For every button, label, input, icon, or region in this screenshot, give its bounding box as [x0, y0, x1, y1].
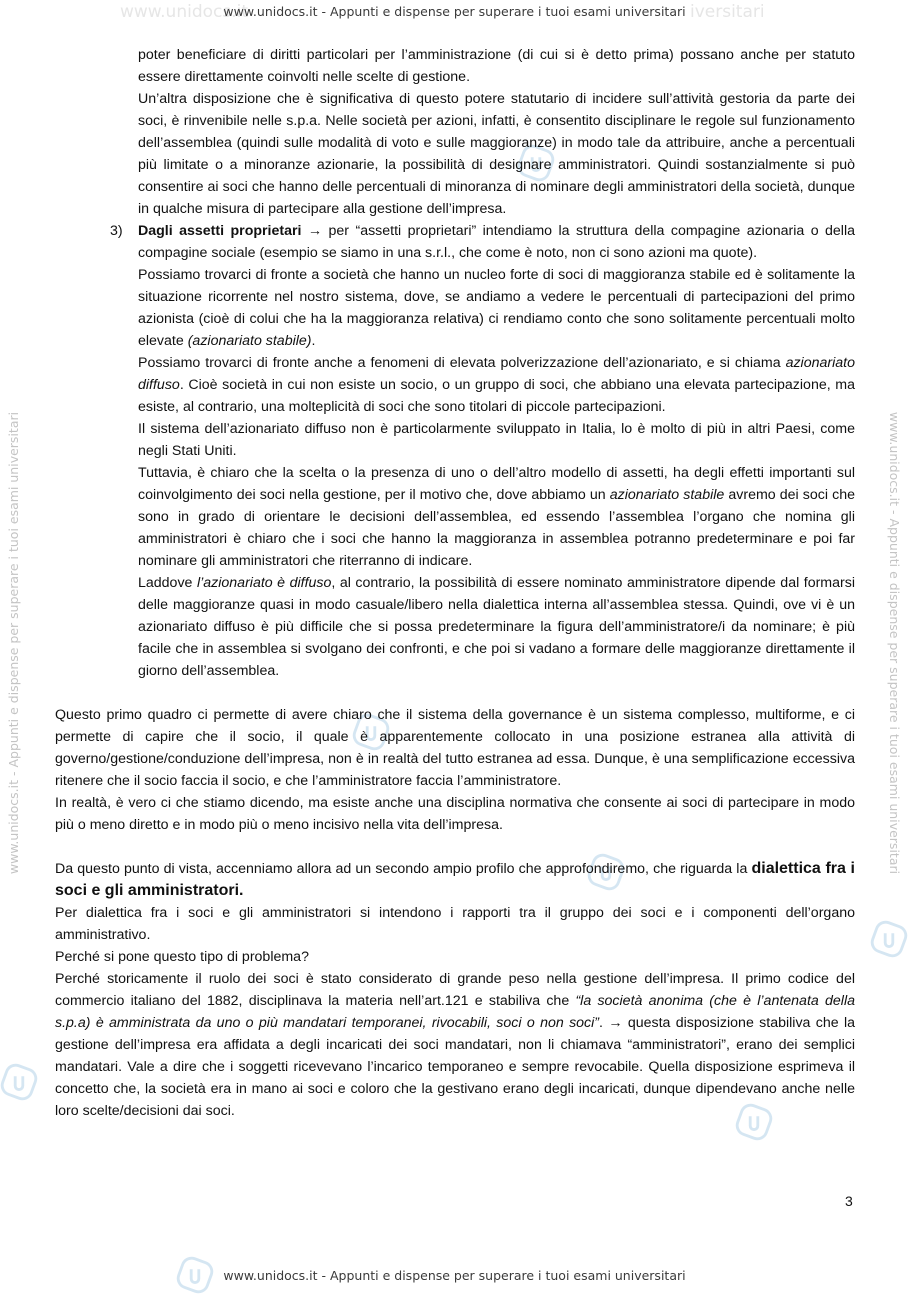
paragraph [55, 220, 855, 264]
paragraph: Questo primo quadro ci permette di avere chiaro che il sistema della governance è un sistema complesso, multiforme, e ci permette di capire che il socio, il quale è apparentemente collocato in una posizione estranea alla attività di governo/gestione/conduzione dell’impresa, non è in realtà del tutto estranea ad essa. Dunque, è una semplificazione eccessiva ritenere che il socio faccia il socio, e che l’amministratore faccia l’amministratore. [55, 707, 855, 789]
arrow-icon: → [608, 1015, 623, 1031]
paragraph: In realtà, è vero ci che stiamo dicendo, ma esiste anche una disciplina normativa che consente ai soci di partecipare in modo più o meno diretto e in modo più o meno incisivo nella vita dell’impresa. [55, 795, 855, 833]
header-watermark: www.unidocs.it - Appunti e dispense per superare i tuoi esami universitari [223, 4, 686, 19]
text-span: Laddove [138, 575, 197, 591]
text-span: . Cioè società in cui non esiste un socio, o un gruppo di soci, che abbiano una elevata partecipazione, ma esiste, al contrario, una molteplicità di soci che sono titolari di piccole partecipazioni. [138, 377, 855, 415]
footer-watermark: www.unidocs.it - Appunti e dispense per superare i tuoi esami universitari [223, 1268, 686, 1283]
paragraph: Un’altra disposizione che è significativa di questo potere statutario di incidere sull’attività gestoria da parte dei soci, è rinvenibile nelle s.p.a. Nelle società per azioni, infatti, è consentito disciplinare le regole sul funzionamento dell’assemblea (quindi sulle modalità di voto e sulle maggioranze) in modo tale da attribuire, anche a percentuali più limitate o a minoranze azionarie, la possibilità di designare amministratori. Quindi sostanzialmente si può consentire ai soci che hanno delle percentuali di minoranza di nominare degli amministratori della società, dunque in qualche misura di partecipare alla gestione dell’impresa. [138, 91, 855, 217]
paragraph: Per dialettica fra i soci e gli amministratori si intendono i rapporti tra il gruppo dei soci e i componenti dell’organo amministrativo. [55, 905, 855, 943]
text-span: . [311, 333, 316, 349]
list-number: 3) [110, 223, 123, 239]
paragraph [55, 572, 855, 682]
spacer [55, 836, 855, 858]
italic-span: (azionariato stabile) [187, 333, 312, 349]
item-text: per “assetti proprietari” intendiamo la struttura della compagine azionaria o della compagine sociale (esempio se siamo in una s.r.l., che come è noto, non ci sono azioni ma quote). [138, 223, 855, 261]
text-span: questa disposizione stabiliva che la gestione dell’impresa era affidata a degli incaricati dei soci mandatari, non li chiamava “amministratori”, erano dei semplici mandatari. Vale a dire che i soggetti ricevevano l’incarico temporaneo e sempre revocabile. Quella disposizione esprimeva il concetto che, la società era in mano ai soci e coloro che la gestivano erano degli incaricati, dunque dipendevano anche nelle loro scelte/decisioni dai soci. [55, 1015, 855, 1119]
text-span: avremo dei soci che sono in grado di orientare le decisioni dell’assemblea, ed essendo l’assemblea l’organo che nomina gli amministratori è chiaro che i soci che hanno la maggioranza in assemblea potranno predeterminare e poi far nominare gli amministratori che riterranno di indicare. [138, 487, 855, 569]
text-span: Perché storicamente il ruolo dei soci è stato considerato di grande peso nella gestione dell’impresa. Il primo codice del commercio italiano del 1882, disciplinava la materia nell’art.121 e stabiliva che [55, 971, 855, 1009]
paragraph [55, 264, 855, 352]
side-watermark-right: www.unidocs.it - Appunti e dispense per superare i tuoi esami universitari [887, 411, 902, 875]
page-number: 3 [845, 1193, 853, 1209]
unidocs-logo-icon [0, 1063, 38, 1101]
paragraph [55, 462, 855, 572]
document-body [55, 44, 855, 1122]
italic-span: azionariato stabile [609, 487, 725, 503]
side-watermark-left: www.unidocs.it - Appunti e dispense per superare i tuoi esami universitari [6, 411, 21, 875]
unidocs-logo-icon [870, 920, 908, 958]
list-item-assetti-proprietari [55, 220, 855, 264]
text-span: Possiamo trovarci di fronte a società che hanno un nucleo forte di soci di maggioranza stabile ed è solitamente la situazione ricorrente nel nostro sistema, dove, se andiamo a vedere le percentuali di partecipazioni del primo azionista (cioè di colui che ha la maggioranza relativa) ci rendiamo conto che sono solitamente percentuali molto elevate [138, 267, 855, 349]
watermark-ghost-left: www.unidocs.it [120, 2, 249, 22]
paragraph: Il sistema dell’azionariato diffuso non è particolarmente sviluppato in Italia, lo è molto di più in altri Paesi, come negli Stati Uniti. [138, 421, 855, 459]
paragraph: Perché si pone questo tipo di problema? [55, 949, 309, 965]
italic-span: l’azionariato è diffuso [196, 575, 332, 591]
arrow-icon: → [307, 223, 323, 239]
spacer [55, 682, 855, 704]
text-span: Da questo punto di vista, accenniamo allora ad un secondo ampio profilo che approfondiremo, che riguarda la [55, 861, 752, 877]
paragraph [55, 352, 855, 418]
paragraph: poter beneficiare di diritti particolari per l’amministrazione (di cui si è detto prima) possano anche per statuto essere direttamente coinvolti nelle scelte di gestione. [138, 47, 855, 85]
text-span: Possiamo trovarci di fronte anche a fenomeni di elevata polverizzazione dell’azionariato, e si chiama [138, 355, 786, 371]
watermark-ghost-right: iversitari [690, 2, 765, 22]
paragraph [55, 968, 855, 1122]
item-heading: Dagli assetti proprietari [138, 223, 302, 239]
text-span: . [599, 1015, 609, 1031]
paragraph [55, 858, 855, 902]
italic-span: azionariato diffuso [138, 355, 855, 393]
text-span: Tuttavia, è chiaro che la scelta o la presenza di uno o dell’altro modello di assetti, ha degli effetti importanti sul coinvolgimento dei soci nella gestione, per il motivo che, dove abbiamo un [138, 465, 855, 503]
quotation: “la società anonima (che è l’antenata della s.p.a) è amministrata da uno o più mandatari temporanei, rivocabili, soci o non soci” [55, 993, 855, 1031]
text-span: , al contrario, la possibilità di essere nominato amministratore dipende dal formarsi delle maggioranze quasi in modo casuale/libero nella dialettica interna all’assemblea stessa. Quindi, ove vi è un azionariato diffuso è più difficile che si possa predeterminare la figura dell’amministratore/i da nominare; è più facile che in assemblea si svolgano dei confronti, e che poi si vadano a formare delle maggioranze direttamente il giorno dell’assemblea. [138, 575, 855, 679]
section-heading: dialettica fra i soci e gli amministratori. [55, 860, 855, 899]
